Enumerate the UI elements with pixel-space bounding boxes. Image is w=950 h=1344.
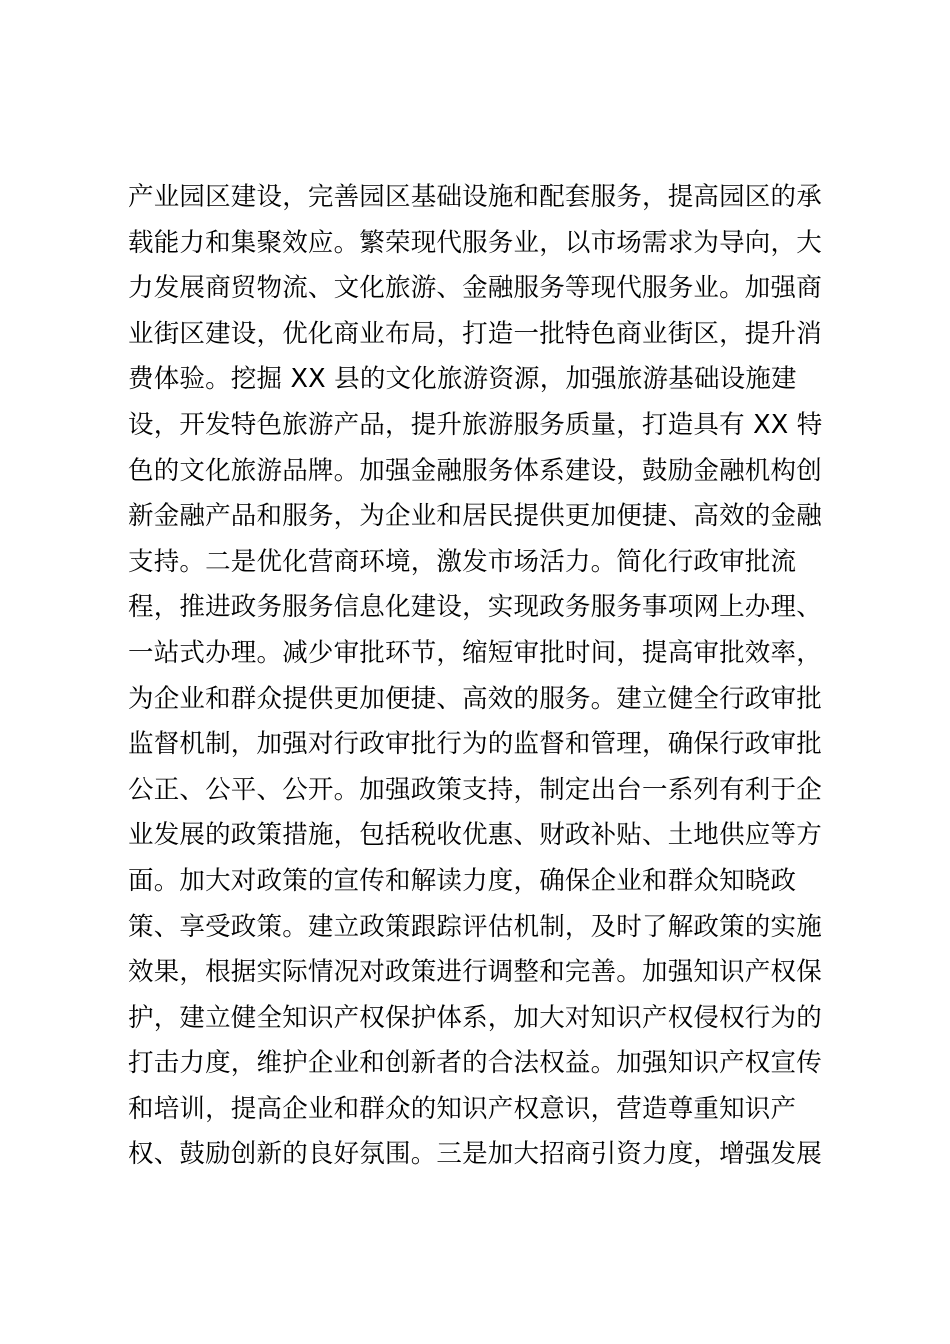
text-line: 为企业和群众提供更加便捷、高效的服务。建立健全行政审批 xyxy=(128,683,822,714)
text-line: 策、享受政策。建立政策跟踪评估机制，及时了解政策的实施 xyxy=(128,911,822,942)
text-line: 力发展商贸物流、文化旅游、金融服务等现代服务业。加强商 xyxy=(128,273,822,304)
text-line: 业街区建设，优化商业布局，打造一批特色商业街区，提升消 xyxy=(128,318,822,349)
text-line: 业发展的政策措施，包括税收优惠、财政补贴、土地供应等方 xyxy=(128,820,822,851)
text-line: 效果，根据实际情况对政策进行调整和完善。加强知识产权保 xyxy=(128,957,822,988)
text-line: 和培训，提高企业和群众的知识产权意识，营造尊重知识产 xyxy=(128,1093,797,1124)
text-line: 程，推进政务服务信息化建设，实现政务服务事项网上办理、 xyxy=(128,592,822,623)
body-paragraph xyxy=(128,175,828,1178)
text-line: 产业园区建设，完善园区基础设施和配套服务，提高园区的承 xyxy=(128,182,822,212)
text-line: 支持。二是优化营商环境，激发市场活力。简化行政审批流 xyxy=(128,546,797,577)
text-line: 公正、公平、公开。加强政策支持，制定出台一系列有利于企 xyxy=(128,774,822,805)
text-line: 费体验。挖掘 XX 县的文化旅游资源，加强旅游基础设施建 xyxy=(128,364,797,395)
text-line: 一站式办理。减少审批环节，缩短审批时间，提高审批效率， xyxy=(128,637,822,668)
text-line: 设，开发特色旅游产品，提升旅游服务质量，打造具有 XX 特 xyxy=(128,409,823,440)
text-line: 监督机制，加强对行政审批行为的监督和管理，确保行政审批 xyxy=(128,729,822,760)
text-line: 色的文化旅游品牌。加强金融服务体系建设，鼓励金融机构创 xyxy=(128,455,822,486)
text-line: 权、鼓励创新的良好氛围。三是加大招商引资力度，增强发展 xyxy=(128,1139,822,1170)
text-line: 载能力和集聚效应。繁荣现代服务业，以市场需求为导向，大 xyxy=(128,227,822,258)
text-line: 打击力度，维护企业和创新者的合法权益。加强知识产权宣传 xyxy=(128,1048,822,1079)
text-line: 护，建立健全知识产权保护体系，加大对知识产权侵权行为的 xyxy=(128,1002,822,1033)
text-line: 面。加大对政策的宣传和解读力度，确保企业和群众知晓政 xyxy=(128,865,797,896)
text-line: 新金融产品和服务，为企业和居民提供更加便捷、高效的金融 xyxy=(128,501,822,532)
